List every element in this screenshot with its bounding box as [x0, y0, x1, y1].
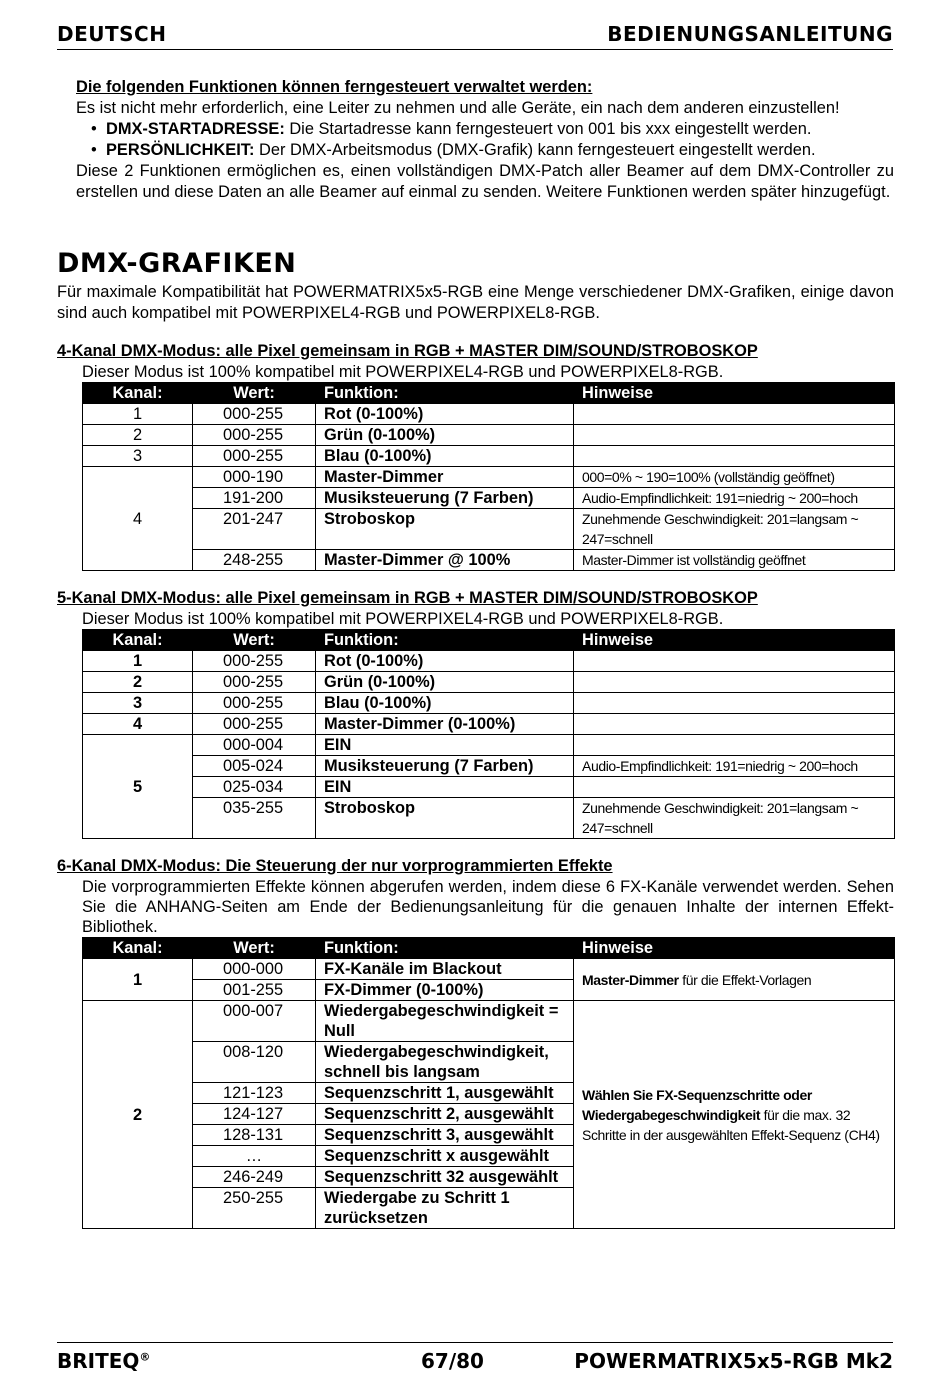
mode5-heading: 5-Kanal DMX-Modus: alle Pixel gemeinsam in RGB + MASTER DIM/SOUND/STROBOSKOP — [57, 589, 758, 607]
list-item: • PERSÖNLICHKEIT: Der DMX-Arbeitsmodus (DMX-Grafik) kann ferngesteuert eingestellt werden. — [76, 140, 894, 161]
intro-line: Es ist nicht mehr erforderlich, eine Leiter zu nehmen und alle Geräte, ein nach dem anderen einzustellen! — [76, 99, 840, 117]
footer-model: POWERMATRIX5x5-RGB Mk2 — [574, 1349, 893, 1373]
table-row: 3 000-255 Blau (0-100%) — [83, 446, 895, 467]
table-row: 5 000-004 EIN — [83, 735, 895, 756]
mode5-heading-block — [57, 588, 894, 630]
table-row: 191-200 Musiksteuerung (7 Farben) Audio-Empfindlichkeit: 191=niedrig ~ 200=hoch — [83, 488, 895, 509]
footer-page-number: 67/80 — [421, 1349, 484, 1373]
table-row: 121-123 Sequenzschritt 1, ausgewählt — [83, 1083, 895, 1104]
footer-brand: BRITEQ® — [57, 1349, 151, 1373]
table-row: 4 000-190 Master-Dimmer 000=0% ~ 190=100% (vollständig geöffnet) — [83, 467, 895, 488]
mode5-subtitle: Dieser Modus ist 100% kompatibel mit POWERPIXEL4-RGB und POWERPIXEL8-RGB. — [82, 610, 724, 628]
ch1-note: Master-Dimmer für die Effekt-Vorlagen — [574, 959, 895, 1001]
table-row: 001-255 FX-Dimmer (0-100%) — [83, 980, 895, 1001]
page-footer — [57, 1342, 893, 1376]
mode4-table — [82, 382, 895, 571]
section-title: DMX-GRAFIKEN — [57, 248, 297, 279]
mode6-subtitle: Die vorprogrammierten Effekte können abgerufen werden, indem diese 6 FX-Kanäle verwendet werden. Sehen Sie die ANHANG-Seiten am Ende der Bedienungsanleitung für die genauen Inhalte der internen Effekt-Bibliothek. — [82, 878, 894, 936]
section-text: Für maximale Kompatibilität hat POWERMATRIX5x5-RGB eine Menge verschiedener DMX-Grafiken, einige davon sind auch kompatibel mit POWERPIXEL4-RGB und POWERPIXEL8-RGB. — [57, 283, 894, 322]
mode6-table — [82, 937, 895, 1229]
intro-bullets — [76, 119, 894, 161]
table-row: 1 000-000 FX-Kanäle im Blackout Master-Dimmer für die Effekt-Vorlagen — [83, 959, 895, 980]
table-row: 4 000-255 Master-Dimmer (0-100%) — [83, 714, 895, 735]
table-header-row: Kanal: Wert: Funktion: Hinweise — [83, 938, 895, 959]
mode6-heading-block — [57, 856, 894, 937]
table-row: 2 000-255 Grün (0-100%) — [83, 672, 895, 693]
table-row: 2 000-007 Wiedergabegeschwindigkeit = Null Wählen Sie FX-Sequenzschritte oder Wiedergabegeschwindigkeit für die max. 32 Schritte in der ausgewählten Effekt-Sequenz (CH4) — [83, 1001, 895, 1042]
table-row: 124-127 Sequenzschritt 2, ausgewählt — [83, 1104, 895, 1125]
intro-heading: Die folgenden Funktionen können ferngesteuert verwaltet werden: — [76, 78, 593, 96]
header-language: DEUTSCH — [57, 22, 167, 46]
mode4-heading-block — [57, 341, 894, 383]
mode4-subtitle: Dieser Modus ist 100% kompatibel mit POWERPIXEL4-RGB und POWERPIXEL8-RGB. — [82, 363, 724, 381]
table-row: 201-247 Stroboskop Zunehmende Geschwindigkeit: 201=langsam ~ 247=schnell — [83, 509, 895, 550]
table-row: 2 000-255 Grün (0-100%) — [83, 425, 895, 446]
table-row: 246-249 Sequenzschritt 32 ausgewählt — [83, 1167, 895, 1188]
table-row: … Sequenzschritt x ausgewählt — [83, 1146, 895, 1167]
table-row: 035-255 Stroboskop Zunehmende Geschwindigkeit: 201=langsam ~ 247=schnell — [83, 798, 895, 839]
table-row: 025-034 EIN — [83, 777, 895, 798]
table-row: 248-255 Master-Dimmer @ 100% Master-Dimmer ist vollständig geöffnet — [83, 550, 895, 571]
intro-section — [76, 77, 894, 203]
list-item: • DMX-STARTADRESSE: Die Startadresse kann ferngesteuert von 001 bis xxx eingestellt werden. — [76, 119, 894, 140]
table-row: 3 000-255 Blau (0-100%) — [83, 693, 895, 714]
mode5-table — [82, 629, 895, 839]
table-row: 1 000-255 Rot (0-100%) — [83, 651, 895, 672]
table-row: 128-131 Sequenzschritt 3, ausgewählt — [83, 1125, 895, 1146]
table-header-row: Kanal: Wert: Funktion: Hinweise — [83, 630, 895, 651]
mode6-heading: 6-Kanal DMX-Modus: Die Steuerung der nur vorprogrammierten Effekte — [57, 857, 613, 875]
page-header — [57, 22, 893, 50]
table-row: 250-255 Wiedergabe zu Schritt 1 zurücksetzen — [83, 1188, 895, 1229]
table-row: 008-120 Wiedergabegeschwindigkeit, schnell bis langsam — [83, 1042, 895, 1083]
table-header-row: Kanal: Wert: Funktion: Hinweise — [83, 383, 895, 404]
table-row: 1 000-255 Rot (0-100%) — [83, 404, 895, 425]
intro-paragraph: Diese 2 Funktionen ermöglichen es, einen vollständigen DMX-Patch aller Beamer auf dem DMX-Controller zu erstellen und diese Daten an alle Beamer auf einmal zu senden. Weitere Funktionen werden später hinzugefügt. — [76, 162, 894, 201]
ch2-note: Wählen Sie FX-Sequenzschritte oder Wiedergabegeschwindigkeit für die max. 32 Schritte in der ausgewählten Effekt-Sequenz (CH4) — [574, 1001, 895, 1229]
mode4-heading: 4-Kanal DMX-Modus: alle Pixel gemeinsam in RGB + MASTER DIM/SOUND/STROBOSKOP — [57, 342, 758, 360]
header-manual-title: BEDIENUNGSANLEITUNG — [607, 22, 893, 46]
table-row: 005-024 Musiksteuerung (7 Farben) Audio-Empfindlichkeit: 191=niedrig ~ 200=hoch — [83, 756, 895, 777]
